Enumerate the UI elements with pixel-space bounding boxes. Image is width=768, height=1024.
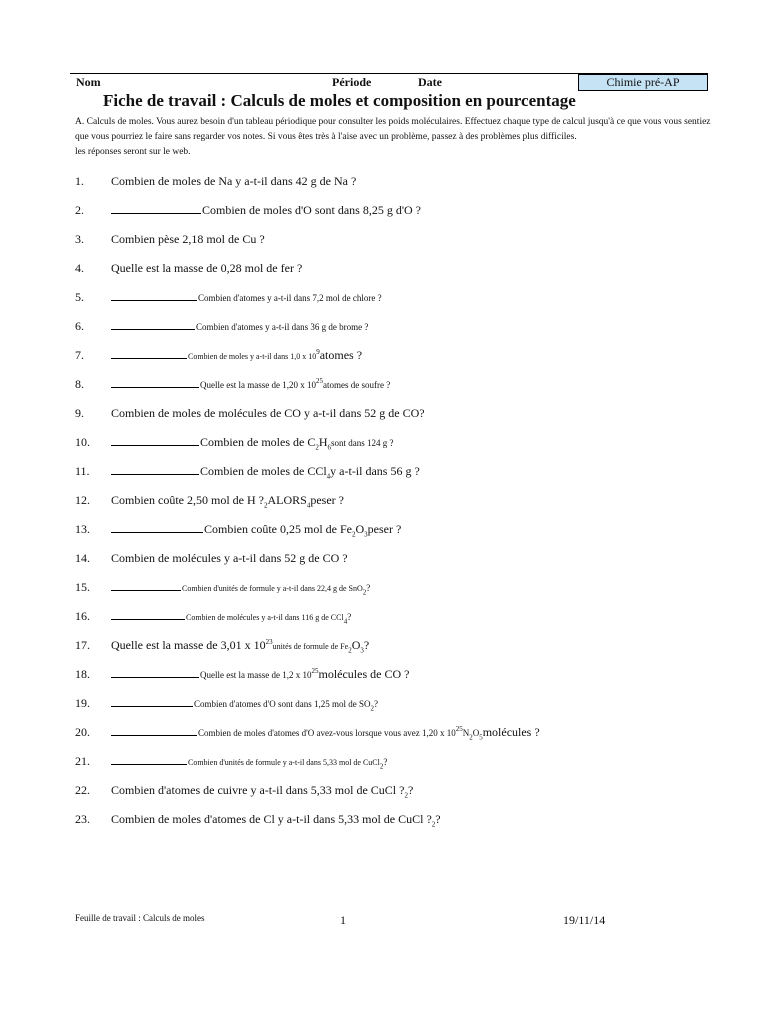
question-text: ? xyxy=(383,757,388,767)
question-text: Combien de moles d'O sont dans 8,25 g d'O ? xyxy=(202,203,421,217)
question-number: 21. xyxy=(75,754,90,768)
question-text: peser ? xyxy=(310,493,344,507)
exponent: 9 xyxy=(316,348,320,356)
question-text: Combien de moles de Na y a-t-il dans 42 g de Na ? xyxy=(111,174,357,188)
answer-blank[interactable] xyxy=(111,665,199,678)
subscript: 2 xyxy=(431,820,436,829)
question-text: Combien de molécules y a-t-il dans 116 g de CCl xyxy=(186,613,344,622)
page-number: 1 xyxy=(340,913,346,927)
question-number: 10. xyxy=(75,435,90,449)
question-text: Combien de moles de molécules de CO y a-t-il dans 52 g de CO? xyxy=(111,406,425,420)
question-text: Combien d'unités de formule y a-t-il dans 22,4 g de SnO xyxy=(182,584,363,593)
answer-blank[interactable] xyxy=(111,288,197,301)
question-number: 22. xyxy=(75,783,90,797)
question-text: Combien de moles de C xyxy=(200,435,316,449)
question-number: 6. xyxy=(75,319,84,333)
question-text: atomes de soufre ? xyxy=(322,380,391,390)
subscript: 2 xyxy=(315,443,319,452)
question-text: Combien de moles y a-t-il dans 1,0 x 10 xyxy=(188,352,317,361)
question-text: unités de formule de Fe xyxy=(272,642,349,651)
question-text: Combien d'atomes d'O sont dans 1,25 mol de SO xyxy=(194,699,371,709)
answer-blank[interactable] xyxy=(111,375,199,388)
question-text: Combien pèse 2,18 mol de Cu ? xyxy=(111,232,265,246)
question-text: peser ? xyxy=(367,522,402,536)
exponent: 25 xyxy=(315,377,323,385)
question-text: ? xyxy=(366,583,371,593)
question-number: 7. xyxy=(75,348,84,362)
question-text: O xyxy=(355,522,365,536)
question-text: molécules de CO ? xyxy=(318,667,410,681)
footer-date: 19/11/14 xyxy=(563,913,606,927)
answer-blank[interactable] xyxy=(111,578,181,591)
question-number: 13. xyxy=(75,522,90,536)
question-text: molécules ? xyxy=(482,725,540,739)
exponent: 23 xyxy=(265,638,273,646)
question-text: Combien de molécules y a-t-il dans 52 g de CO ? xyxy=(111,551,348,565)
question-number: 4. xyxy=(75,261,84,275)
question-text: Combien d'atomes y a-t-il dans 7,2 mol de chlore ? xyxy=(198,293,382,303)
subscript: 2 xyxy=(469,733,473,742)
subscript: 2 xyxy=(362,588,367,597)
question-number: 14. xyxy=(75,551,90,565)
question-text: ? xyxy=(435,812,441,826)
question-text: Combien d'atomes y a-t-il dans 36 g de brome ? xyxy=(196,322,369,332)
instruction-line: les réponses seront sur le web. xyxy=(75,147,191,157)
answer-blank[interactable] xyxy=(111,317,195,330)
question-number: 16. xyxy=(75,609,90,623)
question-text: Quelle est la masse de 0,28 mol de fer ? xyxy=(111,261,303,275)
question-number: 8. xyxy=(75,377,84,391)
question-text: N xyxy=(462,728,470,738)
question-text: H xyxy=(318,435,328,449)
name-label: Nom xyxy=(76,75,101,89)
question-text: O xyxy=(472,728,480,738)
question-number: 1. xyxy=(75,174,84,188)
footer-title: Feuille de travail : Calculs de moles xyxy=(75,913,205,923)
answer-blank[interactable] xyxy=(111,346,187,359)
subscript: 2 xyxy=(263,501,268,510)
question-text: Combien de moles de CCl xyxy=(200,464,327,478)
question-text: Combien d'atomes de cuivre y a-t-il dans 5,33 mol de CuCl ? xyxy=(111,783,405,797)
course-label: Chimie pré-AP xyxy=(578,74,708,91)
question-text: Combien de moles d'atomes de Cl y a-t-il dans 5,33 mol de CuCl ? xyxy=(111,812,432,826)
question-number: 9. xyxy=(75,406,84,420)
subscript: 3 xyxy=(364,530,368,539)
subscript: 5 xyxy=(479,733,483,742)
question-text: ALORS xyxy=(267,493,307,507)
subscript: 2 xyxy=(370,704,374,713)
question-text: Combien coûte 0,25 mol de Fe xyxy=(204,522,352,536)
answer-blank[interactable] xyxy=(111,462,199,475)
subscript: 2 xyxy=(351,530,356,539)
question-number: 11. xyxy=(75,464,90,478)
subscript: 3 xyxy=(360,646,364,655)
question-number: 17. xyxy=(75,638,90,652)
question-number: 18. xyxy=(75,667,90,681)
question-number: 3. xyxy=(75,232,84,246)
period-label: Période xyxy=(332,75,372,89)
question-text: Combien d'unités de formule y a-t-il dans 5,33 mol de CuCl xyxy=(188,758,380,767)
subscript: 2 xyxy=(404,791,408,800)
header-row xyxy=(70,73,708,91)
question-number: 15. xyxy=(75,580,90,594)
question-text: O xyxy=(351,638,361,652)
answer-blank[interactable] xyxy=(111,201,201,214)
subscript: 2 xyxy=(379,762,384,771)
question-number: 20. xyxy=(75,725,90,739)
date-label: Date xyxy=(418,75,442,89)
subscript: 4 xyxy=(306,501,311,510)
question-number: 2. xyxy=(75,203,84,217)
question-number: 19. xyxy=(75,696,90,710)
question-number: 5. xyxy=(75,290,84,304)
question-text: Combien de moles d'atomes d'O avez-vous lorsque vous avez 1,20 x 10 xyxy=(198,728,456,738)
subscript: 2 xyxy=(348,646,352,655)
question-text: ? xyxy=(373,699,378,709)
question-text: Quelle est la masse de 1,20 x 10 xyxy=(200,380,316,390)
question-text: sont dans 124 g ? xyxy=(331,438,394,448)
question-text: atomes ? xyxy=(319,348,363,362)
instructions xyxy=(75,115,711,160)
answer-blank[interactable] xyxy=(111,723,197,736)
instruction-line: A. Calculs de moles. Vous aurez besoin d'un tableau périodique pour consulter les poids moléculaires. Effectuez chaque type de calcul jusqu'à ce que vous vous sentiez xyxy=(75,117,711,127)
answer-blank[interactable] xyxy=(111,520,203,533)
question-text: ? xyxy=(363,638,370,652)
question-text: ? xyxy=(347,612,352,622)
question-text: Combien coûte 2,50 mol de H ? xyxy=(111,493,264,507)
subscript: 4 xyxy=(343,617,348,626)
question-text: Quelle est la masse de 3,01 x 10 xyxy=(111,638,266,652)
worksheet-title: Fiche de travail : Calculs de moles et composition en pourcentage xyxy=(103,91,576,110)
exponent: 25 xyxy=(455,725,463,733)
subscript: 4 xyxy=(326,472,331,481)
question-number: 12. xyxy=(75,493,90,507)
subscript: 6 xyxy=(327,443,331,452)
answer-blank[interactable] xyxy=(111,752,187,765)
answer-blank[interactable] xyxy=(111,607,185,620)
exponent: 25 xyxy=(311,667,319,675)
question-text: y a-t-il dans 56 g ? xyxy=(330,464,420,478)
question-text: ? xyxy=(407,783,414,797)
question-text: Quelle est la masse de 1,2 x 10 xyxy=(200,670,312,680)
answer-blank[interactable] xyxy=(111,694,193,707)
instruction-line: que vous pourriez le faire sans regarder vos notes. Si vous êtes très à l'aise avec un problème, passez à des problèmes plus difficiles. xyxy=(75,132,577,142)
question-number: 23. xyxy=(75,812,90,826)
answer-blank[interactable] xyxy=(111,433,199,446)
